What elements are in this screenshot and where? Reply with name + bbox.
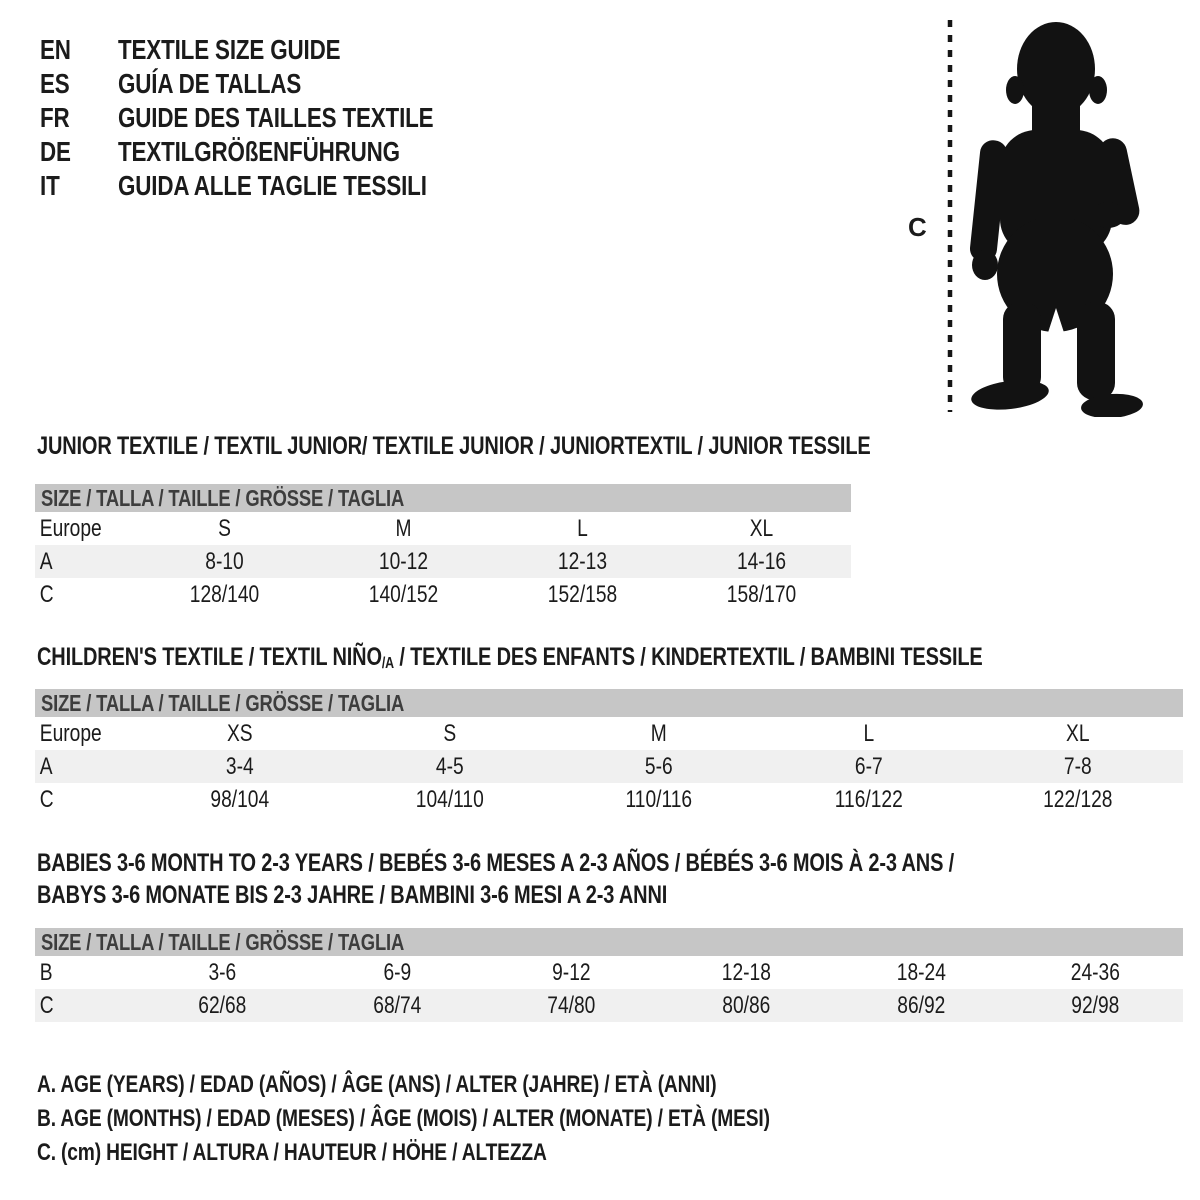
table-row-europe — [35, 717, 1183, 750]
cell: 6-9 — [383, 958, 411, 986]
size-header-bar — [35, 689, 1183, 717]
cell: 98/104 — [210, 785, 270, 813]
cell: 14-16 — [736, 547, 787, 575]
cell: 158/170 — [726, 580, 797, 608]
cell: 92/98 — [1071, 991, 1120, 1019]
language-row-de — [40, 135, 512, 169]
language-list — [40, 33, 512, 203]
row-label: A — [39, 547, 53, 575]
cell: 6-7 — [854, 752, 883, 780]
guide-title-fr: GUIDE DES TAILLES TEXTILE — [118, 102, 434, 133]
legend-line-c — [37, 1136, 953, 1170]
cell: 12-13 — [557, 547, 608, 575]
table-row-age — [35, 750, 1183, 783]
cell: 140/152 — [368, 580, 439, 608]
guide-title-en: TEXTILE SIZE GUIDE — [118, 34, 341, 65]
cell: 104/110 — [415, 785, 484, 813]
cell: XL — [1066, 719, 1090, 747]
table-row-months — [35, 956, 1183, 989]
cell: 12-18 — [721, 958, 771, 986]
row-label: Europe — [39, 719, 102, 747]
legend-text-b: B. AGE (MONTHS) / EDAD (MESES) / ÂGE (MOIS) / ALTER (MONATE) / ETÀ (MESI) — [37, 1105, 770, 1132]
row-label: A — [39, 752, 53, 780]
legend-line-b — [37, 1102, 953, 1136]
size-header-text: SIZE / TALLA / TAILLE / GRÖSSE / TAGLIA — [41, 689, 405, 716]
cell: 86/92 — [896, 991, 946, 1019]
cell: 7-8 — [1064, 752, 1093, 780]
legend-text-c: C. (cm) HEIGHT / ALTURA / HAUTEUR / HÖHE / ALTEZZA — [37, 1139, 547, 1166]
cell: 5-6 — [645, 752, 673, 780]
language-code: ES — [40, 68, 70, 99]
row-label: B — [39, 958, 53, 986]
table-row-height — [35, 783, 1183, 816]
cell: 4-5 — [435, 752, 464, 780]
size-header-bar — [35, 484, 851, 512]
cell: 110/116 — [625, 785, 693, 813]
section-title-babies-line1 — [37, 850, 1183, 876]
cell: 116/122 — [834, 785, 903, 813]
language-code: FR — [40, 102, 70, 133]
language-code: DE — [40, 136, 71, 167]
toddler-silhouette-icon — [905, 12, 1175, 417]
cell: 152/158 — [547, 580, 618, 608]
cell: 8-10 — [205, 547, 244, 575]
cell: XL — [749, 514, 774, 542]
language-row-en — [40, 33, 512, 67]
cell: 24-36 — [1071, 958, 1121, 986]
table-row-height — [35, 578, 851, 611]
section-title-junior-text: JUNIOR TEXTILE / TEXTIL JUNIOR/ TEXTILE JUNIOR / JUNIORTEXTIL / JUNIOR TESSILE — [37, 432, 871, 460]
guide-title-es: GUÍA DE TALLAS — [118, 68, 302, 99]
size-header-text: SIZE / TALLA / TAILLE / GRÖSSE / TAGLIA — [41, 928, 405, 955]
title-main: CHILDREN'S TEXTILE / TEXTIL NIÑO — [37, 643, 382, 671]
cell: 122/128 — [1043, 785, 1113, 813]
size-header-text: SIZE / TALLA / TAILLE / GRÖSSE / TAGLIA — [41, 484, 405, 511]
cell: 3-6 — [208, 958, 237, 986]
guide-title-it: GUIDA ALLE TAGLIE TESSILI — [118, 170, 427, 201]
language-row-es — [40, 67, 512, 101]
cell: L — [577, 514, 588, 542]
cell: S — [442, 719, 456, 747]
legend-line-a — [37, 1068, 953, 1102]
guide-title-de: TEXTILGRÖßENFÜHRUNG — [118, 136, 400, 167]
section-title-children — [37, 644, 1200, 674]
cell: 9-12 — [552, 958, 591, 986]
section-title-babies-text2: BABYS 3-6 MONATE BIS 2-3 JAHRE / BAMBINI 3-6 MESI A 2-3 ANNI — [37, 881, 668, 909]
language-row-it — [40, 169, 512, 203]
cell: 18-24 — [896, 958, 946, 986]
section-title-babies-line2 — [37, 882, 825, 908]
section-title-babies-text1: BABIES 3-6 MONTH TO 2-3 YEARS / BEBÉS 3-6 MESES A 2-3 AÑOS / BÉBÉS 3-6 MOIS À 2-3 ANS / — [37, 849, 955, 877]
language-code: EN — [40, 34, 71, 65]
table-row-height — [35, 989, 1183, 1022]
title-rest: / TEXTILE DES ENFANTS / KINDERTEXTIL / BAMBINI TESSILE — [393, 643, 983, 671]
cell: 3-4 — [225, 752, 254, 780]
cell: 10-12 — [378, 547, 429, 575]
cell: 128/140 — [189, 580, 260, 608]
height-measure-label: C — [908, 212, 927, 242]
cell: S — [218, 514, 231, 542]
row-label: C — [39, 580, 54, 608]
junior-size-table — [35, 484, 851, 611]
cell: M — [650, 719, 667, 747]
title-sub: /A — [381, 654, 394, 672]
row-label: C — [39, 991, 54, 1019]
section-title-children-text — [37, 644, 983, 674]
language-row-fr — [40, 101, 512, 135]
row-label: C — [39, 785, 54, 813]
table-row-europe — [35, 512, 851, 545]
cell: M — [395, 514, 412, 542]
cell: 74/80 — [547, 991, 596, 1019]
cell: XS — [226, 719, 253, 747]
legend — [37, 1068, 953, 1170]
cell: 68/74 — [372, 991, 422, 1019]
cell: 80/86 — [722, 991, 771, 1019]
table-row-age — [35, 545, 851, 578]
size-header-bar — [35, 928, 1183, 956]
section-title-junior — [37, 433, 1079, 459]
children-size-table — [35, 689, 1183, 816]
cell: L — [863, 719, 874, 747]
language-code: IT — [40, 170, 60, 201]
babies-size-table — [35, 928, 1183, 1022]
row-label: Europe — [39, 514, 102, 542]
cell: 62/68 — [198, 991, 247, 1019]
legend-text-a: A. AGE (YEARS) / EDAD (AÑOS) / ÂGE (ANS) / ALTER (JAHRE) / ETÀ (ANNI) — [37, 1071, 717, 1098]
